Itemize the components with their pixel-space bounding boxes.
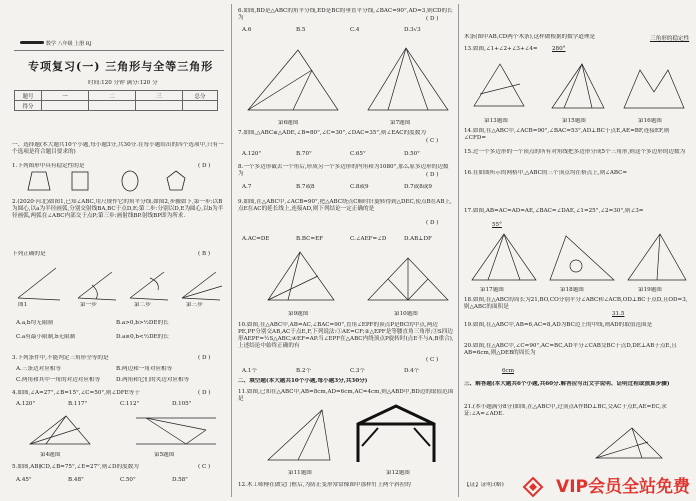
score-cell-label: 得分 [15,101,42,111]
q6-text: 6.如图,BD是△ABC的角平分线,ED是BC的垂直平分线,∠BAC=90°,AD=3,则CD的长为 [238,8,453,21]
q2-text: 2.(2020·河北)如图1,已知∠ABC,用尺规作它的角平分线.如图2,步骤如下,第一步:以B为圆心,以a为半径画弧,分别交射线BA,BC于点D,E;第二步:分别以D,E为圆心,以b为半径画弧,两弧在∠ABC内部交于点P;第三步:画射线BP.射线BP即为所求. [12,199,224,219]
q6-option-c: C.4 [350,27,360,33]
header-brand: 数学 八年级 上册 RJ [46,41,92,47]
score-cell-total[interactable] [183,101,218,111]
score-table [14,90,218,111]
q19-text: 19.如图,在△ABC中,AB=6,AC=8,AD为BC边上的中线,则AD的取值范围是 [464,322,653,328]
column-middle [236,0,456,501]
q5-option-d: D.58° [172,477,188,483]
q2-prompt: 下列正确的是 [12,251,46,257]
fig-q10-caption: 第10题图 [394,311,418,317]
header-rule [14,50,224,51]
q4-answer: ( D ) [198,390,211,396]
q2-construction-figures [12,260,226,308]
q5-option-c: C.50° [120,477,136,483]
q8-option-d: D.7或8或9 [404,184,432,190]
q20-answer: 6cm [502,368,514,374]
q18-text: 18.如图,在△ABC的周长为21,BO,CO分别平分∠ABC和∠ACB,OD⊥BC于点D,且OD=3,则△ABC的面积是 [464,297,688,310]
fig-q15-caption: 第15题图 [562,118,586,124]
score-head-total: 总分 [183,91,218,101]
q8-option-c: C.8或9 [350,184,369,190]
score-head-2: 二 [89,91,136,101]
pentagon-shape [167,171,185,190]
q14-text: 14.如图,在△ABC中,∠ACB=90°,∠BAC=53°,AD⊥BC于点E,AE=BF,连接EF,则∠CFD= [464,128,670,141]
q7-text: 7.如图,△ABC≌△ADE,∠B=80°,∠C=30°,∠DAC=35°,则∠EAC的度数为 [238,130,426,136]
q7-option-c: C.65° [350,151,366,157]
trapezoid-shape [28,172,50,190]
q3-text: 3.下列条件中,不能判定三角形全等的是 [12,355,109,361]
q1-text: 1.下列图形中具有稳定性的是 [12,163,85,169]
q3-option-c: C.两角和其中一角的对边对应相等 [16,377,101,383]
section-3-heading: 三、解答题(本大题共6个小题,共60分.解答应写出文字说明、证明过程或演算步骤) [464,381,670,387]
q5-option-b: B.48° [68,477,84,483]
q12-continued: 木条(图中AB,CD两个木条),这样做根据的数学道理是 [464,34,596,40]
q9-answer: ( D ) [426,220,439,226]
rectangle-shape [72,172,88,190]
fig-q17-caption: 第17题图 [480,287,504,293]
q21-text: 21.(本小题满分8分)如图,在△ABC中,过顶点A作BD⊥BC,交AC于点E,AE=EC,求证:∠A=∠ADE. [464,404,667,417]
fig-q13-caption: 第13题图 [484,118,508,124]
column-right [462,0,692,501]
q17-answer: 55° [492,222,502,228]
q6-q7-figures [238,38,454,118]
score-head-1: 一 [42,91,89,101]
fig-q6-caption: 第6题图 [278,120,299,126]
fig-q19-caption: 第19题图 [638,287,662,293]
q9-option-b: B.BC=EF [296,236,324,242]
time-score-line: 时间:120 分钟 满分:120 分 [88,80,158,86]
score-cell-3[interactable] [136,101,183,111]
q6-option-d: D.3√3 [404,27,421,33]
q2-answer: ( B ) [198,251,211,257]
column-divider-1 [231,4,232,497]
q8-answer: ( D ) [426,172,439,178]
q3-option-a: A.三条边对应相等 [16,366,61,372]
q4-text: 4.如图,∠A=27°,∠B=15°,∠C=50°,则∠DFE等于 [12,390,140,396]
q9-text: 9.如图,在△ABC中,∠ACB=90°,把△ABC绕点C顺时针旋转得到△DEC,使点B在AB上,点E在AC的延长线上,连接AD,则下列结论一定正确的是 [238,199,452,212]
score-cell-2[interactable] [89,101,136,111]
q17-text: 17.如图,AB=AC=AD=AE,∠BAC=∠DAE,∠1=25°,∠2=30°,则∠3= [464,208,644,214]
q12-text: 12.木工师傅在做完门框后,为防止变形常常像图中那样钉上两个斜拉的 [238,482,411,488]
q10-text: 10.如图,在△ABC中,AB=AC,∠BAC=90°,直角∠EPF的顶点P是BC的中点,两边PE,PF分别交AB,AC于点E,F,下列说法:①AE=CF;②△EPF是等腰直角三角形;③S四边形AEPF=½S△ABC;④EF=AP.当∠EPF在△ABC内绕顶点P旋转时(点E不与A,B重合),上述结论中始终正确的有 [238,322,454,349]
q9-option-a: A.AC=DE [242,236,270,242]
fig-q9-caption: 第9题图 [288,311,309,317]
q12-answer: 三角形的稳定性 [650,36,690,42]
q9-option-c: C.∠AEF=∠D [350,236,387,242]
q7-option-b: B.70° [296,151,312,157]
vip-diamond-icon [522,476,544,498]
q21-figure [592,424,672,464]
ellipse-shape [122,171,138,191]
q5-option-a: A.45° [16,477,32,483]
q11-text: 11.如图,已知在△ABC中,AB=8cm,AD=6cm,AC=4cm,则△ABD中,BD边的取值范围是 [238,389,454,402]
q17-q18-q19-figures [464,230,690,286]
q2-option-b: B.a>0,b>½DE的长 [116,320,169,326]
q21-proof-start: 【证】证明:(略) [464,482,504,488]
q4-option-a: A.120° [16,401,36,407]
q10-option-b: B.2个 [296,368,312,374]
fig-step3-label: 第三步 [186,302,203,308]
q4-q5-figures [26,410,226,450]
fig-q18-caption: 第18题图 [560,287,584,293]
fig-q12-caption: 第12题图 [386,470,410,476]
q8-option-a: A.7 [242,184,252,190]
fig-step1-label: 第一步 [80,302,97,308]
q3-option-b: B.两边和一角对应相等 [116,366,173,372]
q3-option-d: D.两角和它们的夹边对应相等 [116,377,190,383]
q18-answer: 31.5 [612,311,625,317]
section-2-heading: 二、填空题(本大题共10个小题,每小题3分,共30分) [238,378,368,384]
score-cell-1[interactable] [42,101,89,111]
page-title: 专项复习(一) 三角形与全等三角形 [28,60,214,73]
q9-option-d: D.AB⊥DF [404,236,432,242]
fig-q11-caption: 第11题图 [288,470,312,476]
fig-step2-label: 第二步 [134,302,151,308]
q1-shape-options [26,170,226,194]
column-divider-2 [458,4,459,497]
q4-option-c: C.112° [120,401,140,407]
q5-answer: ( C ) [198,464,211,470]
score-head-label: 题号 [15,91,42,101]
q15-text: 15.过一个多边形的一个顶点的所有对角线把多边形分成5个三角形,则这个多边形的边数为 [464,149,686,155]
fig-q7-caption: 第7题图 [390,120,411,126]
q10-answer: ( C ) [426,357,439,363]
q1-answer: ( D ) [198,163,211,169]
q6-answer: ( D ) [426,16,439,22]
q10-option-a: A.1个 [242,368,257,374]
q2-option-c: C.a有最小限制,b无限制 [16,334,76,340]
q13-q15-q16-figures [464,56,690,116]
q4-option-d: D.105° [172,401,192,407]
q7-answer: ( C ) [426,138,439,144]
fig-q4-caption: 第4题图 [40,452,61,458]
q6-option-a: A.6 [242,27,252,33]
q7-option-d: D.50° [404,151,420,157]
q8-option-b: B.7或8 [296,184,315,190]
fig-q16-caption: 第16题图 [638,118,662,124]
score-head-3: 三 [136,91,183,101]
q20-text: 20.如图,在△ABC中,∠C=90°,AC=BC,AD平分∠CAB交BC于点D,DE⊥AB于点E,且AB=6cm,则△DEB的周长为 [464,343,677,356]
q13-answer: 280° [552,46,566,52]
q7-option-a: A.120° [242,151,262,157]
q3-answer: ( D ) [198,355,211,361]
q11-q12-figures [238,404,454,468]
column-left [6,0,228,501]
fig-1-label: 图1 [18,302,28,308]
q13-text: 13.如图,∠1+∠2+∠3+∠4= [464,46,538,52]
header-dot-bar [20,41,44,44]
q10-option-c: C.3个 [350,368,366,374]
q6-option-b: B.5 [296,27,306,33]
q5-text: 5.如图,AB∥CD,∠B=75°,∠E=27°,则∠D的度数为 [12,464,139,470]
vip-watermark-text: VIP会员全站免费 [556,477,690,497]
fig-q5-caption: 第5题图 [154,452,175,458]
q16-text: 16.在如图所示的网格中,△ABC的三个顶点均在格点上,则∠ABC= [464,170,628,176]
q9-q10-figures [238,248,454,308]
q2-option-a: A.a,b均无限制 [16,320,53,326]
section-1-heading: 一、选择题(本大题共10个小题,每小题3分,共30分.在每小题给出的四个选项中,只有一个选项是符合题目要求的) [12,142,224,155]
q2-option-d: D.a≥0,b<½DE的长 [116,334,169,340]
q8-text: 8.一个多边形截去一个角后,形成另一个多边形的内角和为1080°,那么原多边形的边数为 [238,164,449,177]
q4-option-b: B.117° [68,401,88,407]
q10-option-d: D.4个 [404,368,420,374]
